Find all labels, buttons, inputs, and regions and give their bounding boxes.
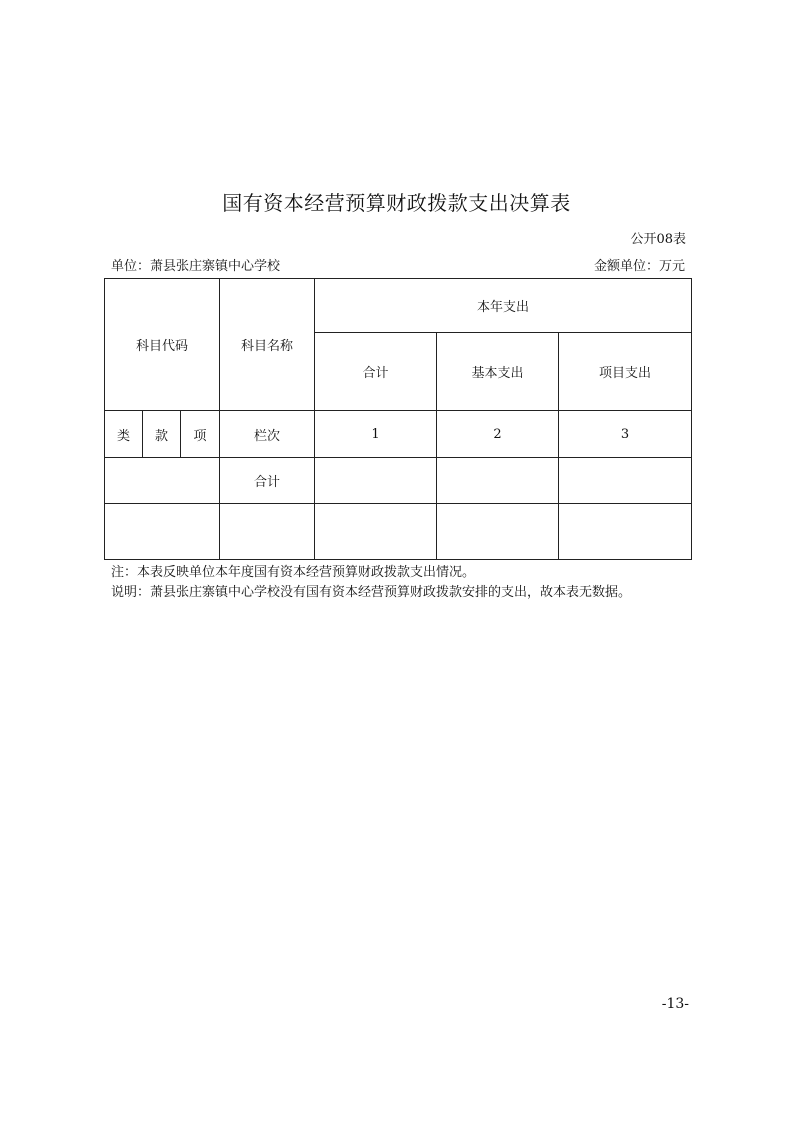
header-basic-expense: 基本支出 xyxy=(437,333,559,411)
table-explanation: 说明：萧县张庄寨镇中心学校没有国有资本经营预算财政拨款安排的支出，故本表无数据。 xyxy=(111,585,632,600)
index-column-label: 栏次 xyxy=(220,411,315,458)
row-basic xyxy=(437,504,559,560)
table-row xyxy=(105,504,692,560)
row-project xyxy=(559,504,692,560)
page-number: -13- xyxy=(661,996,689,1012)
table-note: 注：本表反映单位本年度国有资本经营预算财政拨款支出情况。 xyxy=(111,565,476,580)
header-current-year-expense: 本年支出 xyxy=(315,279,692,333)
row-total xyxy=(315,504,437,560)
index-col-2: 2 xyxy=(437,411,559,458)
header-row-1 xyxy=(105,279,692,333)
header-project-expense: 项目支出 xyxy=(559,333,692,411)
row-name xyxy=(220,504,315,560)
header-total: 合计 xyxy=(315,333,437,411)
total-row-code xyxy=(105,458,220,504)
form-number: 公开08表 xyxy=(630,232,686,247)
total-row-label: 合计 xyxy=(220,458,315,504)
index-row xyxy=(105,411,692,458)
index-section: 款 xyxy=(143,411,181,458)
total-row xyxy=(105,458,692,504)
row-code xyxy=(105,504,220,560)
total-row-basic xyxy=(437,458,559,504)
index-col-1: 1 xyxy=(315,411,437,458)
total-row-project xyxy=(559,458,692,504)
index-class: 类 xyxy=(105,411,143,458)
header-subject-code: 科目代码 xyxy=(105,279,220,411)
header-subject-name: 科目名称 xyxy=(220,279,315,411)
unit-label: 单位：萧县张庄寨镇中心学校 xyxy=(111,259,281,274)
expense-table xyxy=(104,278,692,560)
index-item: 项 xyxy=(181,411,220,458)
index-col-3: 3 xyxy=(559,411,692,458)
amount-unit-label: 金额单位：万元 xyxy=(593,259,685,274)
total-row-total xyxy=(315,458,437,504)
document-title: 国有资本经营预算财政拨款支出决算表 xyxy=(222,191,571,215)
